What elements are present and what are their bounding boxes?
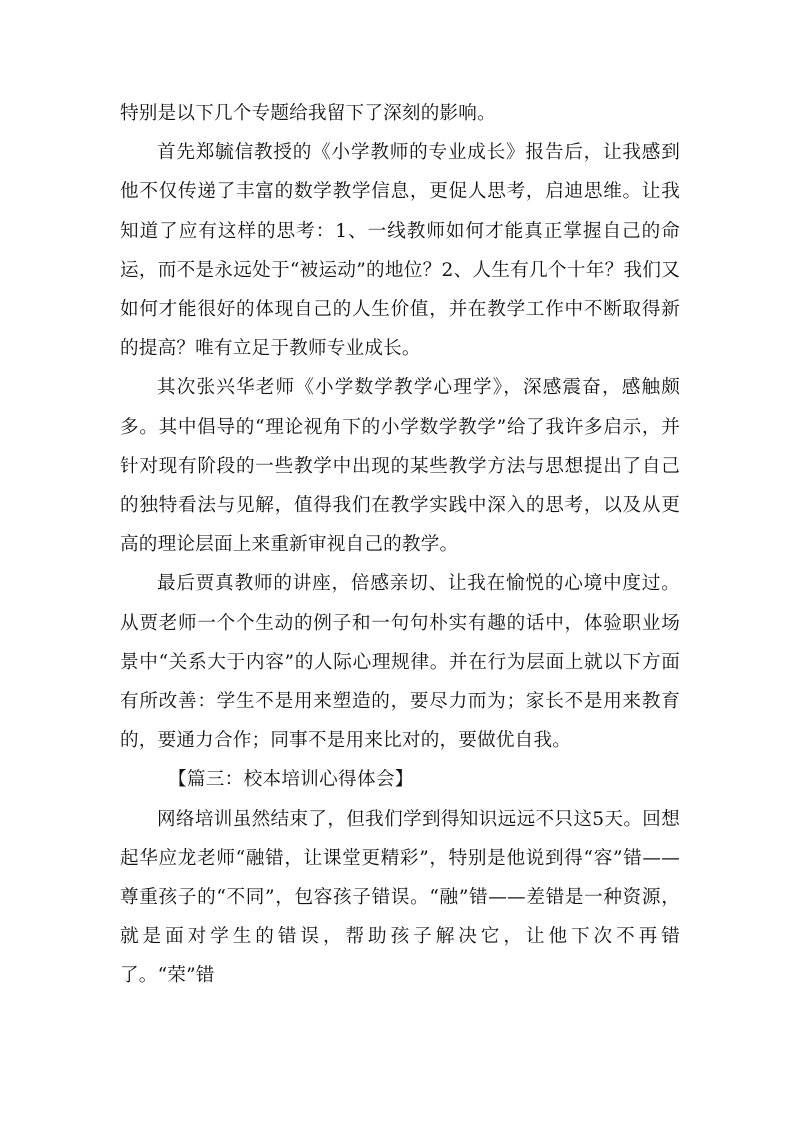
paragraph-zhang-xinghua: 其次张兴华老师《小学数学教学心理学》，深感震奋，感触颇多。其中倡导的“理论视角下的小学数学教学”给了我许多启示，并针对现有阶段的一些教学中出现的某些教学方法与思想提出了自己的独特看法与见解，值得我们在教学实践中深入的思考，以及从更高的理论层面上来重新审视自己的教学。 — [120, 377, 680, 556]
paragraph-network-training: 网络培训虽然结束了，但我们学到得知识远远不只这5天。回想起华应龙老师“融错，让课堂更精彩”，特别是他说到得“容”错——尊重孩子的“不同”，包容孩子错误。“融”错——差错是一种资源，就是面对学生的错误，帮助孩子解决它，让他下次不再错了。“荣”错 — [120, 808, 680, 987]
paragraph-intro: 特别是以下几个专题给我留下了深刻的影响。 — [120, 103, 496, 124]
paragraph-jia-zhen: 最后贾真教师的讲座，倍感亲切、让我在愉悦的心境中度过。从贾老师一个个生动的例子和一句句朴实有趣的话中，体验职业场景中“关系大于内容”的人际心理规律。并在行为层面上就以下方面有所改善：学生不是用来塑造的，要尽力而为；家长不是用来教育的，要通力合作；同事不是用来比对的，要做优自我。 — [120, 573, 680, 752]
section-heading: 【篇三：校本培训心得体会】 — [168, 769, 414, 791]
document-body — [120, 94, 680, 996]
paragraph-zheng-yuxin: 首先郑毓信教授的《小学教师的专业成长》报告后，让我感到他不仅传递了丰富的数学教学信息，更促人思考，启迪思维。让我知道了应有这样的思考：1、一线教师如何才能真正掌握自己的命运，而不是永远处于“被运动”的地位？2、人生有几个十年？我们又如何才能很好的体现自己的人生价值，并在教学工作中不断取得新的提高？唯有立足于教师专业成长。 — [120, 142, 680, 360]
